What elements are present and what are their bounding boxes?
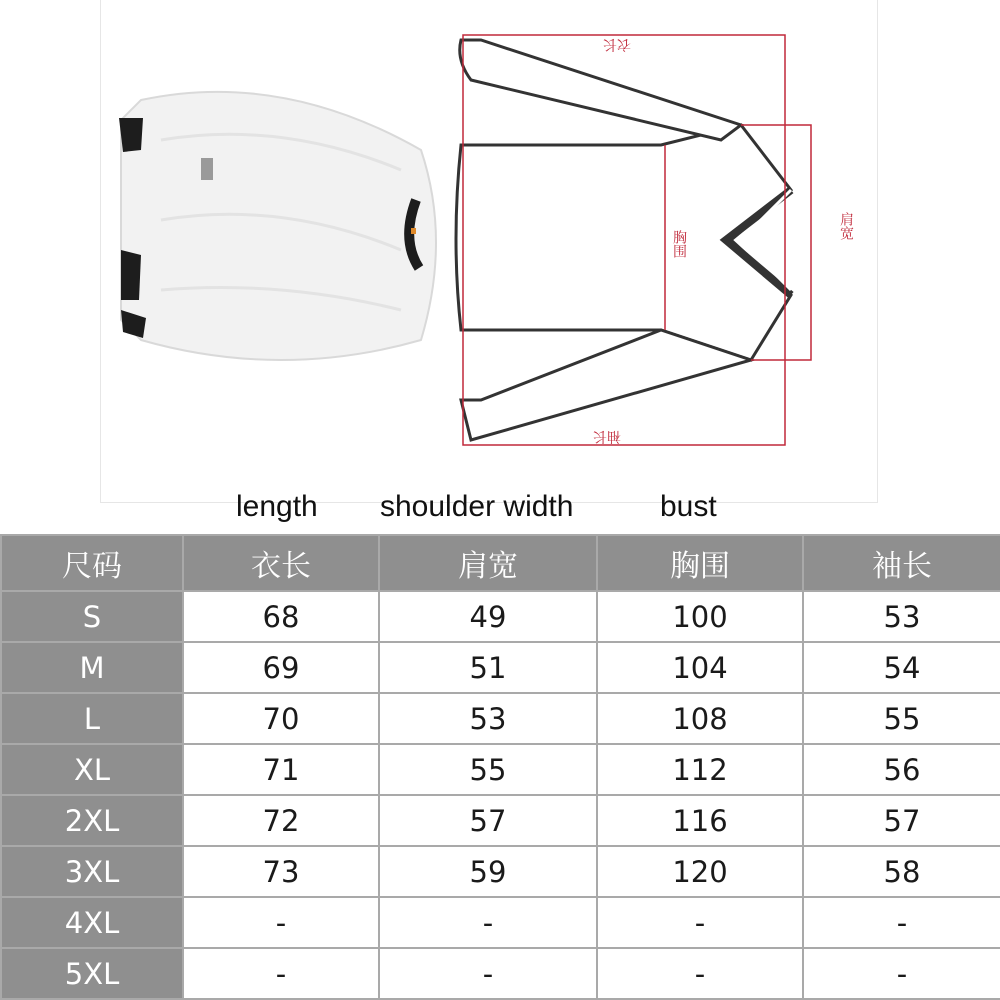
measurement-cell: 56 <box>803 744 1000 795</box>
table-row <box>1 846 1000 897</box>
measurement-cell: - <box>379 948 597 999</box>
measurement-cell: - <box>183 897 379 948</box>
measurement-cell: - <box>597 897 803 948</box>
size-cell: S <box>1 591 183 642</box>
measurement-cell: 116 <box>597 795 803 846</box>
measurement-cell: - <box>379 897 597 948</box>
measurement-cell: 104 <box>597 642 803 693</box>
garment-diagram <box>101 0 877 502</box>
bust-measure-label: 胸围 <box>671 230 687 258</box>
size-chart-table <box>0 534 1000 1000</box>
measurement-cell: 58 <box>803 846 1000 897</box>
folded-shirt-photo <box>119 92 436 360</box>
measurement-cell: 72 <box>183 795 379 846</box>
header-sleeve: 袖长 <box>803 535 1000 591</box>
table-row <box>1 897 1000 948</box>
measurement-cell: 57 <box>379 795 597 846</box>
table-body <box>1 591 1000 999</box>
size-cell: 3XL <box>1 846 183 897</box>
table-header-row <box>1 535 1000 591</box>
table-row <box>1 693 1000 744</box>
length-measure-label: 衣长 <box>603 36 631 52</box>
measurement-cell: - <box>183 948 379 999</box>
sleeve-measure-label: 袖长 <box>593 428 621 444</box>
header-shoulder: 肩宽 <box>379 535 597 591</box>
measurement-cell: 53 <box>803 591 1000 642</box>
measurement-cell: - <box>803 897 1000 948</box>
table-row <box>1 591 1000 642</box>
product-image-panel <box>100 0 878 503</box>
shirt-outline <box>456 40 791 440</box>
size-cell: L <box>1 693 183 744</box>
measurement-cell: - <box>597 948 803 999</box>
measurement-cell: 69 <box>183 642 379 693</box>
measurement-cell: 55 <box>379 744 597 795</box>
measurement-cell: - <box>803 948 1000 999</box>
size-cell: XL <box>1 744 183 795</box>
header-length: 衣长 <box>183 535 379 591</box>
measurement-cell: 55 <box>803 693 1000 744</box>
size-cell: 4XL <box>1 897 183 948</box>
shoulder-measure-label: 肩宽 <box>838 212 854 240</box>
table-row <box>1 642 1000 693</box>
bust-label: bust <box>660 490 717 523</box>
measurement-cell: 53 <box>379 693 597 744</box>
header-size: 尺码 <box>1 535 183 591</box>
measurement-cell: 51 <box>379 642 597 693</box>
measurement-cell: 73 <box>183 846 379 897</box>
length-label: length <box>236 490 318 523</box>
shoulder-width-label: shoulder width <box>380 490 574 523</box>
size-cell: 5XL <box>1 948 183 999</box>
header-bust: 胸围 <box>597 535 803 591</box>
measurement-cell: 100 <box>597 591 803 642</box>
measurement-cell: 49 <box>379 591 597 642</box>
measurement-cell: 71 <box>183 744 379 795</box>
table-row <box>1 744 1000 795</box>
measurement-cell: 112 <box>597 744 803 795</box>
size-cell: M <box>1 642 183 693</box>
measurement-cell: 108 <box>597 693 803 744</box>
measurement-cell: 68 <box>183 591 379 642</box>
measurement-cell: 57 <box>803 795 1000 846</box>
table-row <box>1 795 1000 846</box>
size-cell: 2XL <box>1 795 183 846</box>
measurement-cell: 54 <box>803 642 1000 693</box>
table-row <box>1 948 1000 999</box>
measurement-cell: 70 <box>183 693 379 744</box>
measurement-cell: 120 <box>597 846 803 897</box>
measurement-cell: 59 <box>379 846 597 897</box>
